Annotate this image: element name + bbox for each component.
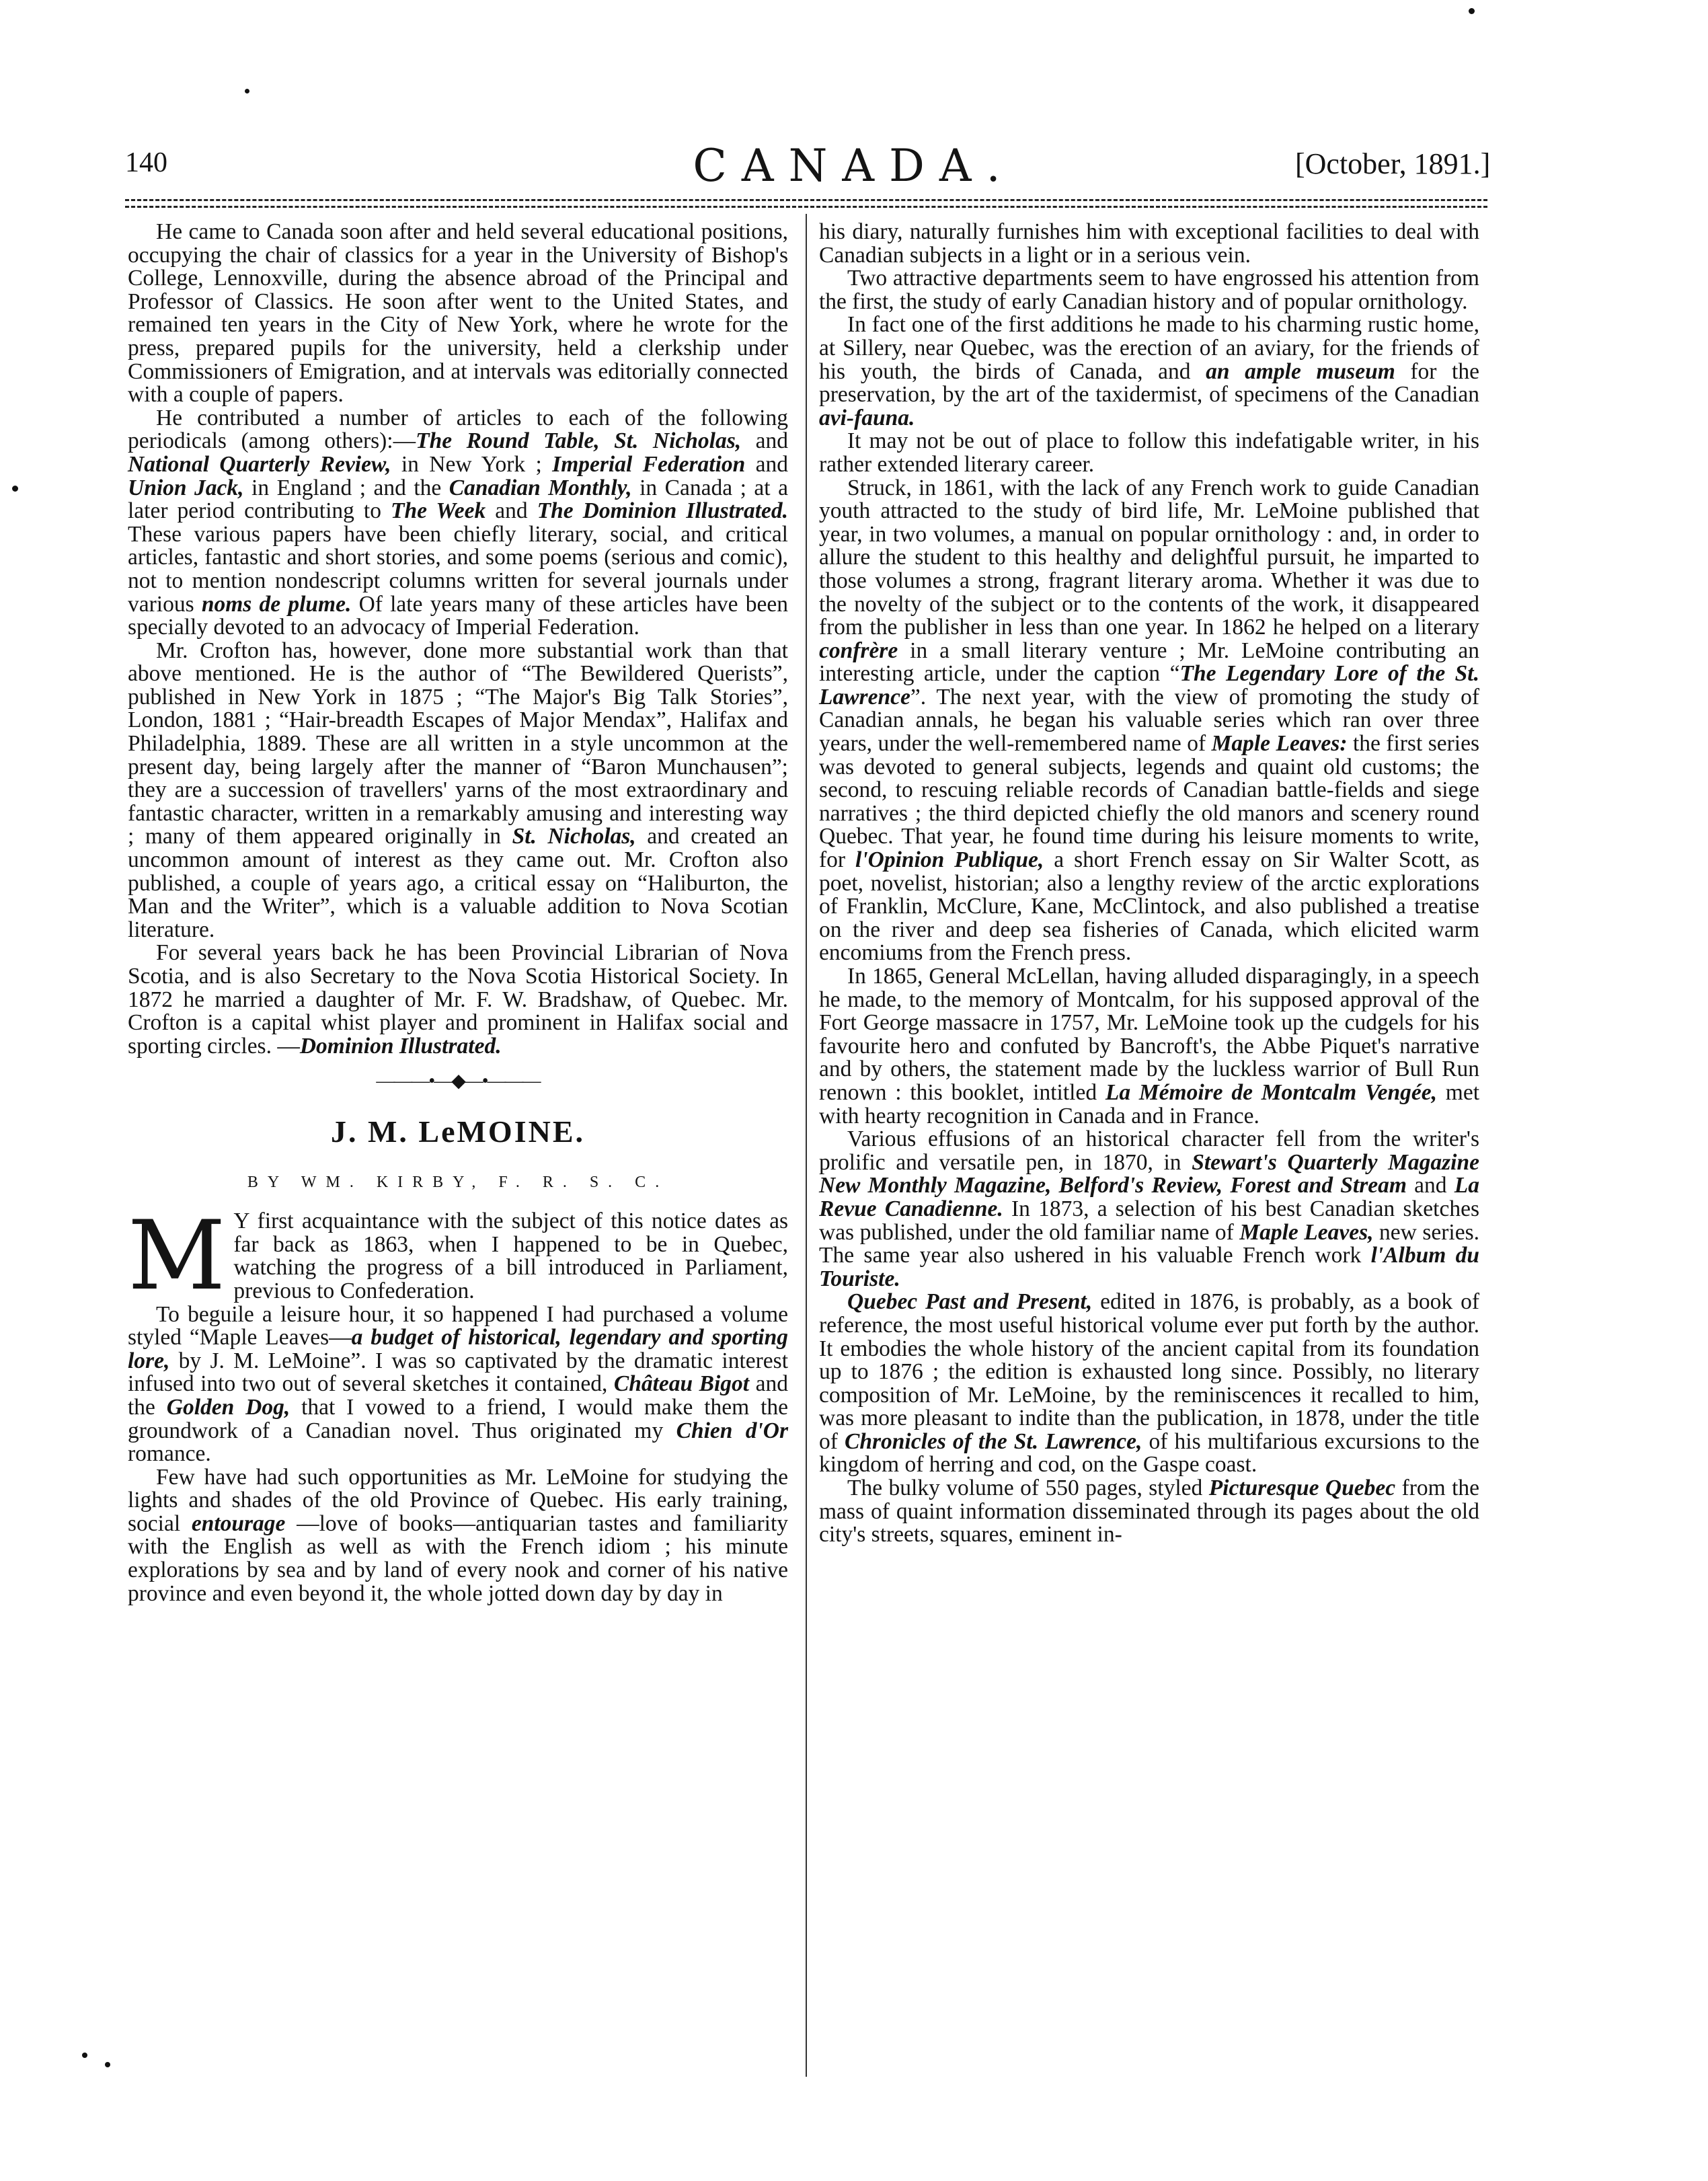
paragraph: Various effusions of an historical character fell from the writer's prolific and versatile pen, in 1870, in Stewart's Quarterly Magazine New Monthly Magazine, Belford's Review, Forest and Stream and La Revue Canadienne. In 1873, a selection of his best Canadian sketches was published, under the old familiar name of Maple Leaves, new series. The same year also ushered in his valuable French work l'Album du Touriste.: [819, 1126, 1480, 1291]
masthead-title: CANADA.: [693, 140, 1015, 192]
paragraph: He came to Canada soon after and held several educational positions, occupying the chair of classics for a year in the University of Bishop's College, Lennoxville, during the absence abroad of the Principal and Professor of Classics. He soon after went to the United States, and remained ten years in the City of New York, where he wrote for the press, prepared pupils for the university, held a clerkship under Commissioners of Emigration, and at intervals was editorially connected with a couple of papers.: [128, 219, 788, 408]
paragraph: For several years back he has been Provincial Librarian of Nova Scotia, and is also Secretary to the Nova Scotia Historical Society. In 1872 he married a daughter of Mr. F. W. Bradshaw, of Quebec. Mr. Crofton is a capital whist player and prominent in Halifax social and sporting circles. —Dominion Illustrated.: [128, 940, 788, 1059]
print-speck: [1469, 8, 1475, 14]
left-column: [128, 221, 788, 1605]
section-ornament: ———•—◆—•———: [376, 1071, 540, 1092]
paragraph: In 1865, General McLellan, having alluded disparagingly, in a speech he made, to the memory of Montcalm, for his supposed approval of the Fort George massacre in 1757, Mr. LeMoine took up the cudgels for his favourite hero and confuted by Bancroft's, the Abbe Piquet's narrative and by others, the statement made by the luckless warrior of Bull Run renown : this booklet, intitled La Mémoire de Montcalm Vengée, met with hearty recognition in Canada and in France.: [819, 964, 1480, 1128]
column-divider: [806, 214, 807, 2077]
print-speck: [245, 89, 249, 93]
paragraph: The bulky volume of 550 pages, styled Picturesque Quebec from the mass of quaint information disseminated through its pages about the old city's streets, squares, eminent in-: [819, 1476, 1480, 1547]
paragraph: Two attractive departments seem to have engrossed his attention from the first, the study of early Canadian history and of popular ornithology.: [819, 266, 1479, 314]
article-title: J. M. LeMOINE.: [330, 1114, 585, 1149]
header-rule: [125, 199, 1487, 201]
print-speck: [105, 2062, 110, 2067]
paragraph: It may not be out of place to follow this indefatigable writer, in his rather extended literary career.: [819, 428, 1479, 477]
paragraph: Mr. Crofton has, however, done more substantial work than that above mentioned. He is the author of “The Bewildered Querists”, published in New York in 1875 ; “The Major's Big Talk Stories”, London, 1881 ; “Hair-breadth Escapes of Major Mendax”, Halifax and Philadelphia, 1889. These are all written in a style uncommon at the present day, being largely after the manner of “Baron Munchausen”; they are a succession of travellers' yarns of the most extraordinary and fantastic character, written in a remarkably amusing and interesting way ; many of them appeared originally in St. Nicholas, and created an uncommon amount of interest as they came out. Mr. Crofton also published, a couple of years ago, a critical essay on “Haliburton, the Man and the Writer”, which is a valuable addition to Nova Scotian literature.: [128, 638, 788, 942]
print-speck: [82, 2053, 87, 2058]
header-rule: [125, 206, 1487, 208]
drop-cap: M: [128, 1200, 226, 1312]
paragraph: In fact one of the first additions he made to his charming rustic home, at Sillery, near Quebec, was the erection of an aviary, for the friends of his youth, the birds of Canada, and an ample museum for the preservation, by the art of the taxidermist, of specimens of the Canadian avi-fauna.: [819, 312, 1479, 430]
print-speck: [12, 486, 18, 492]
paragraph: M Y first acquaintance with the subject of this notice dates as far back as 1863, when I happened to be in Quebec, watching the progress of a bill introduced in Parliament, previous to Confederation.: [128, 1200, 788, 1312]
paragraph: Quebec Past and Present, edited in 1876, is probably, as a book of reference, the most useful historical volume ever put forth by the author. It embodies the whole history of the ancient capital from its foundation up to 1876 ; the edition is exhausted long since. Possibly, no literary composition of Mr. LeMoine, by the reminiscences it recalled to him, was more pleasant to indite than the publication, in 1878, under the title of Chronicles of the St. Lawrence, of his multifarious excursions to the kingdom of herring and cod, on the Gaspe coast.: [819, 1289, 1480, 1478]
paragraph: He contributed a number of articles to each of the following periodicals (among others):—The Round Table, St. Nicholas, and National Quarterly Review, in New York ; Imperial Federation and Union Jack, in England ; and the Canadian Monthly, in Canada ; at a later period contributing to The Week and The Dominion Illustrated. These various papers have been chiefly literary, social, and critical articles, fantastic and short stories, and some poems (serious and comic), not to mention nondescript columns written for several journals under various noms de plume. Of late years many of these articles have been specially devoted to an advocacy of Imperial Federation.: [128, 405, 789, 640]
page-number: 140: [125, 147, 167, 178]
paragraph: his diary, naturally furnishes him with exceptional facilities to deal with Canadian subjects in a light or in a serious vein.: [819, 219, 1479, 268]
byline: BY WM. KIRBY, F. R. S. C.: [247, 1173, 669, 1191]
paragraph: Few have had such opportunities as Mr. LeMoine for studying the lights and shades of the old Province of Quebec. His early training, social entourage —love of books—antiquarian tastes and familiarity with the English as well as with the French idiom ; his minute explorations by sea and by land of every nook and corner of his native province and even beyond it, the whole jotted down day by day in: [128, 1464, 789, 1606]
paragraph: Struck, in 1861, with the lack of any French work to guide Canadian youth attracted to the study of bird life, Mr. LeMoine published that year, in two volumes, a manual on popular ornithology : and, in order to allure the student to this healthy and delightful pursuit, he imparted to those volumes a strong, fragrant literary aroma. Whether it was due to the novelty of the subject or to the contents of the work, it disappeared from the publisher in less than one year. In 1862 he helped on a literary confrère in a small literary venture ; Mr. LeMoine contributing an interesting article, under the caption “The Legendary Lore of the St. Lawrence”. The next year, with the view of promoting the study of Canadian annals, he began his valuable series which ran over three years, under the well-remembered name of Maple Leaves: the first series was devoted to general subjects, legends and quaint old customs; the second, to rescuing reliable records of Canadian battle-fields and siege narratives ; the third depicted chiefly the old manors and scenery round Quebec. That year, he found time during his leisure moments to write, for l'Opinion Publique, a short French essay on Sir Walter Scott, as poet, novelist, historian; also a lengthy review of the arctic explorations of Franklin, McClure, Kane, McClintock, and also published a treatise on the river and deep sea fisheries of Canada, which elicited warm encomiums from the French press.: [819, 475, 1479, 966]
issue-date: [October, 1891.]: [1295, 147, 1491, 180]
paragraph: To beguile a leisure hour, it so happened I had purchased a volume styled “Maple Leaves—a budget of historical, legendary and sporting lore, by J. M. LeMoine”. I was so captivated by the dramatic interest infused into two out of several sketches it contained, Château Bigot and the Golden Dog, that I vowed to a friend, I would make them the groundwork of a Canadian novel. Thus originated my Chien d'Or romance.: [128, 1301, 789, 1467]
right-column: [819, 221, 1479, 1547]
